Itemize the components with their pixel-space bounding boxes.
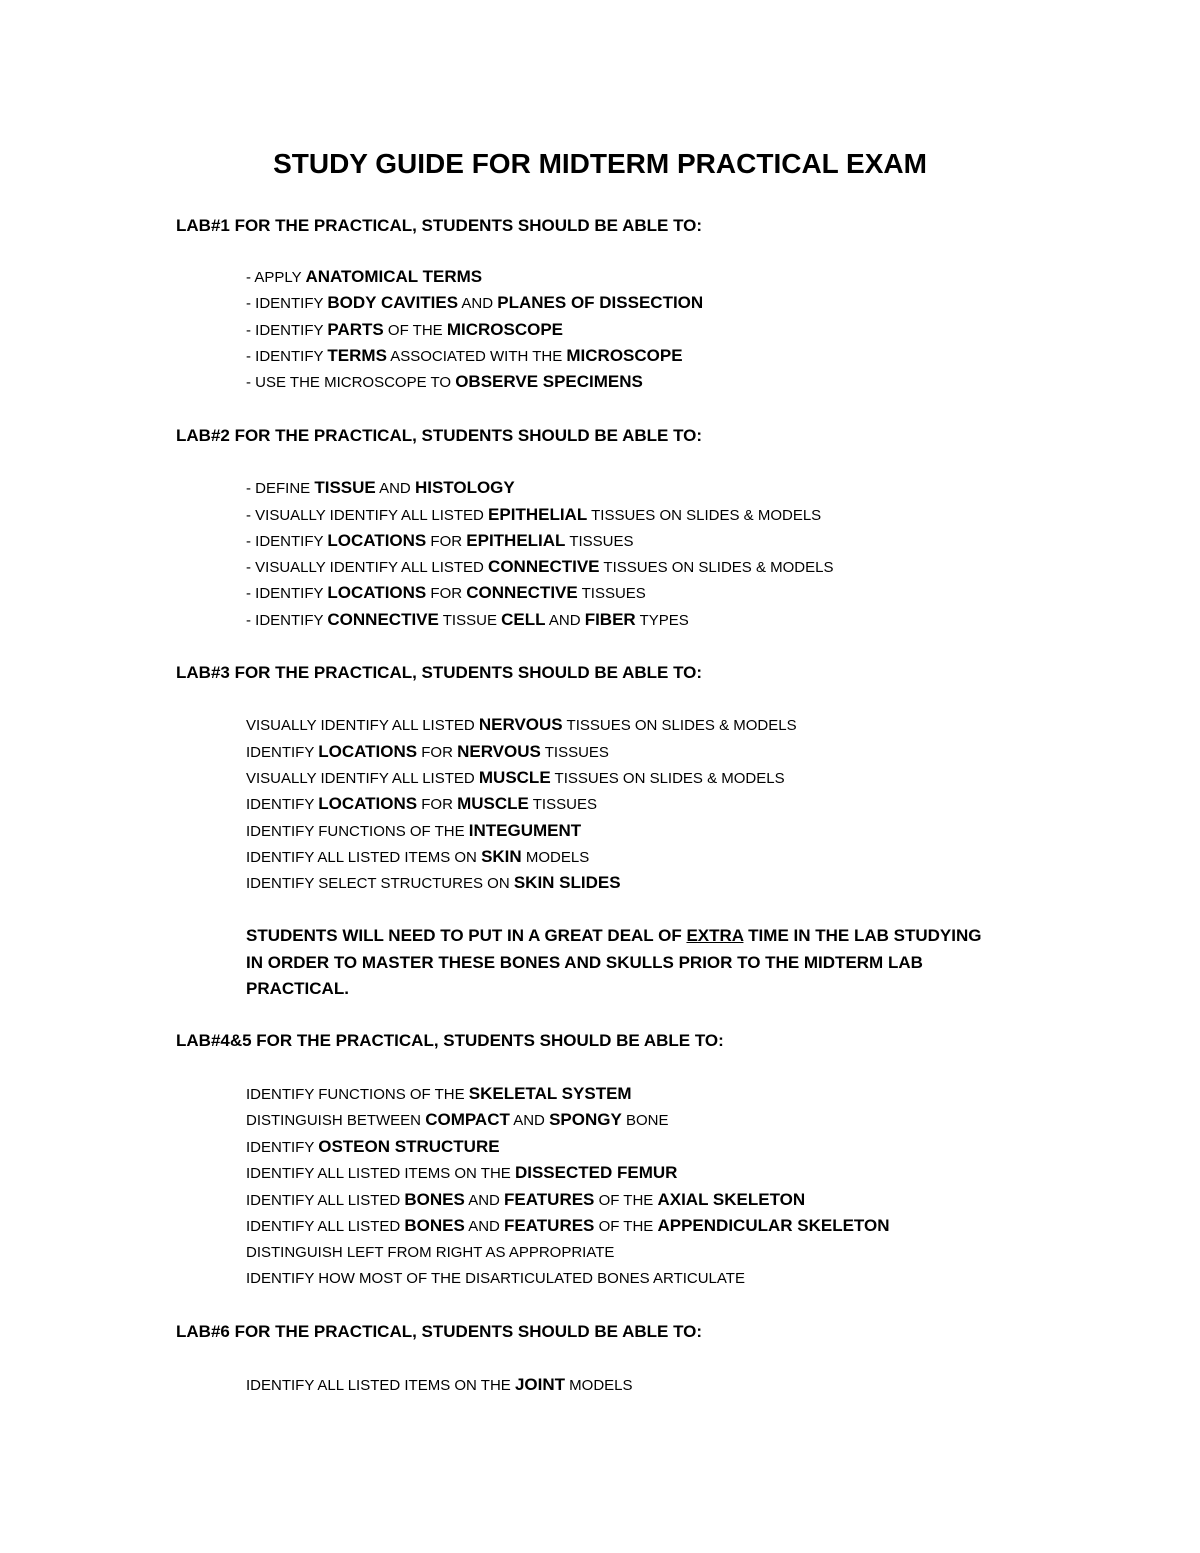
item-text: IDENTIFY ALL LISTED ITEMS ON [246,849,482,866]
emphasized-term: LOCATIONS [318,742,418,761]
emphasized-term: LOCATIONS [327,583,427,602]
item-text: TISSUES ON SLIDES & MODELS [599,559,834,576]
emphasized-term: LOCATIONS [327,531,427,550]
emphasized-term: TERMS [327,346,387,365]
emphasized-term: COMPACT [425,1110,510,1129]
emphasized-term: SKIN SLIDES [513,873,621,892]
item-text: AND [509,1112,550,1129]
emphasized-term: PLANES OF DISSECTION [497,293,704,312]
item-text: TISSUES ON SLIDES & MODELS [562,717,797,734]
list-item [246,477,515,500]
emphasized-term: FIBER [584,610,636,629]
item-text: AND [458,295,498,312]
list-item [246,793,597,816]
list-item [246,767,785,790]
section-heading-lab4-5: LAB#4&5 FOR THE PRACTICAL, STUDENTS SHOULD BE ABLE TO: [176,1031,724,1050]
list-item [246,1109,669,1132]
emphasized-term: EPITHELIAL [466,531,566,550]
item-text: IDENTIFY SELECT STRUCTURES ON [246,875,514,892]
emphasized-term: CELL [501,610,546,629]
page-title: STUDY GUIDE FOR MIDTERM PRACTICAL EXAM [273,148,927,179]
item-text: IDENTIFY [246,796,319,813]
section-heading-lab6: LAB#6 FOR THE PRACTICAL, STUDENTS SHOULD BE ABLE TO: [176,1322,703,1341]
emphasized-term: INTEGUMENT [468,821,582,840]
emphasized-term: MUSCLE [457,794,529,813]
list-item [246,872,621,895]
item-text: - USE THE MICROSCOPE TO [246,374,456,391]
item-text: AND [375,480,415,497]
list-item [246,846,589,869]
emphasized-term: LOCATIONS [318,794,418,813]
item-text: DISTINGUISH BETWEEN [246,1112,426,1129]
item-text: IDENTIFY [246,1139,319,1156]
list-item [246,1136,500,1159]
item-text: FOR [426,533,467,550]
emphasized-term: MUSCLE [478,768,551,787]
list-item [246,1215,890,1238]
list-item [246,1242,614,1264]
note-line-3: PRACTICAL. [246,979,349,998]
item-text: MODELS [565,1377,633,1394]
emphasized-term: MICROSCOPE [446,320,564,339]
section-heading-lab2: LAB#2 FOR THE PRACTICAL, STUDENTS SHOULD BE ABLE TO: [176,426,703,445]
item-text: FOR [417,796,458,813]
emphasized-term: TISSUE [314,478,376,497]
emphasized-term: HISTOLOGY [414,478,515,497]
note-line-1: STUDENTS WILL NEED TO PUT IN A GREAT DEAL OF EXTRA TIME IN THE LAB STUDYING [246,926,982,945]
list-item [246,266,482,289]
item-text: - VISUALLY IDENTIFY ALL LISTED [246,507,489,524]
emphasized-term: NERVOUS [457,742,541,761]
list-item [246,582,646,605]
item-text: IDENTIFY ALL LISTED [246,1192,405,1209]
emphasized-term: JOINT [514,1375,566,1394]
item-text: IDENTIFY [246,744,319,761]
emphasized-term: ANATOMICAL TERMS [305,267,483,286]
note-emphasis: EXTRA [686,926,744,945]
item-text: FOR [426,585,467,602]
list-item [246,1268,745,1290]
list-item [246,371,643,394]
list-item [246,345,683,368]
item-text: AND [464,1192,505,1209]
emphasized-term: FEATURES [504,1190,595,1209]
item-text: AND [464,1218,505,1235]
list-item [246,292,703,315]
section-heading-lab3: LAB#3 FOR THE PRACTICAL, STUDENTS SHOULD BE ABLE TO: [176,663,703,682]
item-text: FOR [417,744,458,761]
item-text: TISSUES ON SLIDES & MODELS [550,770,785,787]
emphasized-term: CONNECTIVE [466,583,578,602]
item-text: IDENTIFY ALL LISTED [246,1218,405,1235]
list-item [246,504,821,527]
emphasized-term: OBSERVE SPECIMENS [455,372,643,391]
list-item [246,319,563,342]
emphasized-term: CONNECTIVE [488,557,600,576]
list-item [246,1374,633,1397]
item-text: IDENTIFY FUNCTIONS OF THE [246,823,469,840]
emphasized-term: AXIAL SKELETON [657,1190,806,1209]
item-text: MODELS [521,849,590,866]
item-text: OF THE [594,1192,658,1209]
item-text: - IDENTIFY [246,612,328,629]
extra-time-note [246,923,981,1003]
item-text: TISSUES [565,533,634,550]
item-text: - IDENTIFY [246,348,328,365]
emphasized-term: NERVOUS [478,715,563,734]
item-text: IDENTIFY HOW MOST OF THE DISARTICULATED BONES ARTICULATE [246,1270,745,1287]
item-text: VISUALLY IDENTIFY ALL LISTED [246,770,479,787]
list-item [246,556,833,579]
item-text: DISTINGUISH LEFT FROM RIGHT AS APPROPRIATE [246,1244,615,1261]
list-item [246,609,689,632]
list-item [246,530,634,553]
emphasized-term: BONES [404,1216,465,1235]
emphasized-term: SPONGY [549,1110,622,1129]
list-item [246,1189,805,1212]
emphasized-term: FEATURES [504,1216,595,1235]
emphasized-term: EPITHELIAL [488,505,588,524]
item-text: TISSUE [438,612,502,629]
item-text: TISSUES [528,796,597,813]
section-heading-lab1: LAB#1 FOR THE PRACTICAL, STUDENTS SHOULD BE ABLE TO: [176,216,703,235]
item-text: IDENTIFY FUNCTIONS OF THE [246,1086,469,1103]
item-text: AND [545,612,585,629]
item-text: IDENTIFY ALL LISTED ITEMS ON THE [246,1377,515,1394]
emphasized-term: CONNECTIVE [327,610,439,629]
emphasized-term: APPENDICULAR SKELETON [657,1216,890,1235]
item-text: - VISUALLY IDENTIFY ALL LISTED [246,559,489,576]
emphasized-term: PARTS [327,320,384,339]
item-text: - APPLY [246,269,306,286]
list-item [246,741,609,764]
item-text: VISUALLY IDENTIFY ALL LISTED [246,717,479,734]
emphasized-term: DISSECTED FEMUR [514,1163,678,1182]
item-text: TISSUES [577,585,646,602]
item-text: BONE [621,1112,669,1129]
emphasized-term: MICROSCOPE [566,346,683,365]
note-line-2: IN ORDER TO MASTER THESE BONES AND SKULLS PRIOR TO THE MIDTERM LAB [246,952,923,972]
list-item [246,820,581,843]
item-text: OF THE [383,322,447,339]
item-text: TISSUES [540,744,609,761]
item-text: TYPES [635,612,689,629]
list-item [246,1083,632,1106]
item-text: - IDENTIFY [246,533,328,550]
emphasized-term: SKELETAL SYSTEM [468,1084,632,1103]
item-text: - IDENTIFY [246,585,328,602]
item-text: TISSUES ON SLIDES & MODELS [587,507,822,524]
emphasized-term: BODY CAVITIES [327,293,459,312]
emphasized-term: SKIN [481,847,522,866]
item-text: - DEFINE [246,480,315,497]
list-item [246,714,797,737]
item-text: ASSOCIATED WITH THE [386,348,567,365]
emphasized-term: OSTEON STRUCTURE [318,1137,500,1156]
item-text: - IDENTIFY [246,322,328,339]
item-text: IDENTIFY ALL LISTED ITEMS ON THE [246,1165,515,1182]
item-text: OF THE [594,1218,658,1235]
list-item [246,1162,677,1185]
emphasized-term: BONES [404,1190,465,1209]
item-text: - IDENTIFY [246,295,328,312]
